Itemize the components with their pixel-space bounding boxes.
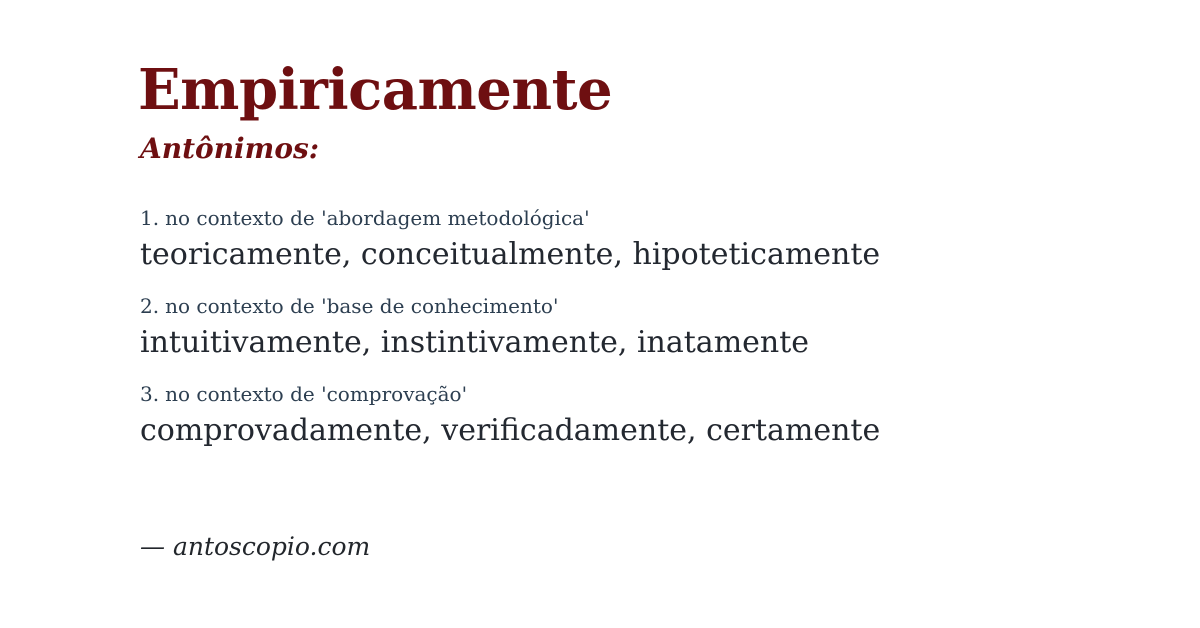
entry-antonym-words: comprovadamente, verificadamente, certamente xyxy=(140,413,881,448)
entry-context-line xyxy=(140,293,809,319)
entry-context-line xyxy=(140,205,880,231)
entry-antonym-words: intuitivamente, instintivamente, inatamente xyxy=(140,325,810,360)
antonyms-section-label: Antônimos: xyxy=(140,132,320,165)
entry-context-text: no contexto de 'comprovação' xyxy=(165,382,468,406)
entry-number: 1. xyxy=(140,206,160,230)
antonym-entry xyxy=(140,205,880,274)
attribution-source: — antoscopio.com xyxy=(140,532,371,561)
antonym-entry xyxy=(140,381,880,450)
entry-number: 2. xyxy=(140,294,160,318)
entry-number: 3. xyxy=(140,382,160,406)
entry-context-text: no contexto de 'abordagem metodológica' xyxy=(165,206,590,230)
entry-context-line xyxy=(140,381,880,407)
entry-antonym-words: teoricamente, conceitualmente, hipoteticamente xyxy=(140,237,881,272)
entry-context-text: no contexto de 'base de conhecimento' xyxy=(165,294,559,318)
page-title: Empiricamente xyxy=(138,57,613,123)
antonym-entry xyxy=(140,293,809,362)
